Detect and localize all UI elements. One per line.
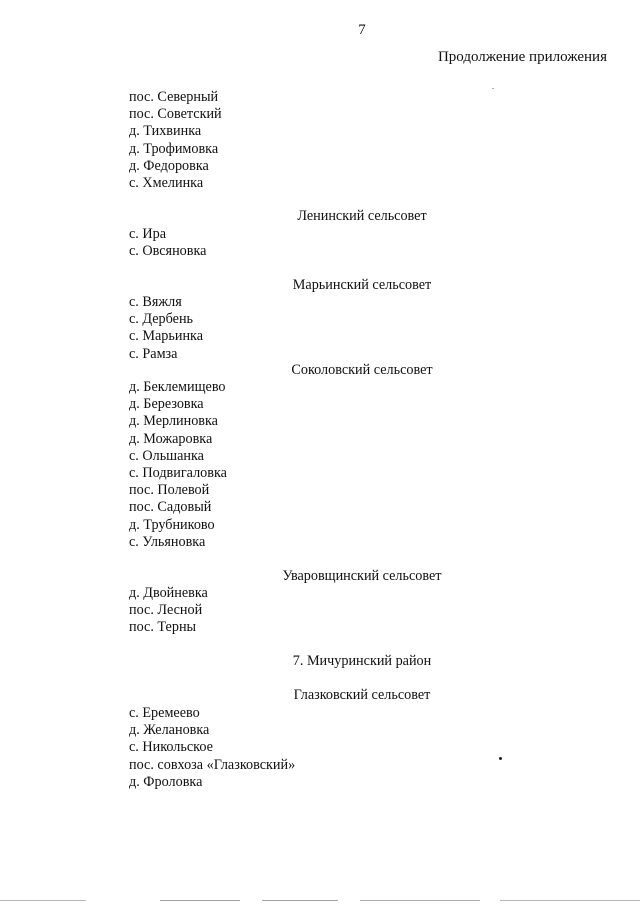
list-item: с. Никольское (129, 739, 213, 756)
list-item: д. Желановка (129, 722, 210, 739)
settlement-list-top (129, 89, 222, 192)
scan-edge-line (262, 900, 338, 901)
list-item: с. Овсяновка (129, 243, 207, 260)
section-heading-maryinsky: Марьинский сельсовет (292, 277, 432, 293)
list-item: д. Тихвинка (129, 123, 202, 140)
section-heading-sokolovsky: Соколовский сельсовет (291, 362, 433, 378)
list-item: д. Беклемищево (129, 379, 226, 395)
list-item: д. Двойневка (129, 585, 208, 601)
settlement-list-uvarovshchinsky (129, 585, 208, 637)
scan-edge-line (360, 900, 480, 901)
list-item: пос. Северный (129, 89, 219, 105)
list-item: с. Подвигаловка (129, 465, 227, 482)
section-heading-glazkovsky: Глазковский сельсовет (293, 687, 431, 703)
list-item: с. Еремеево (129, 705, 200, 721)
settlement-list-sokolovsky (129, 379, 227, 551)
settlement-list-maryinsky (129, 294, 203, 363)
scan-edge-line (500, 900, 640, 901)
list-item: с. Вяжля (129, 294, 182, 310)
list-item: д. Фроловка (129, 773, 203, 790)
section-heading-leninsky: Ленинский сельсовет (297, 208, 427, 224)
scan-edge-line (160, 900, 240, 901)
list-item: с. Ира (129, 226, 167, 242)
list-item: д. Мерлиновка (129, 413, 218, 430)
list-item: с. Дербень (129, 311, 194, 328)
list-item: д. Можаровка (129, 430, 213, 447)
scan-edge-line (0, 900, 86, 901)
list-item: пос. Терны (129, 619, 197, 636)
list-item: пос. Садовый (129, 499, 212, 516)
list-item: с. Марьинка (129, 328, 204, 345)
list-item: д. Федоровка (129, 157, 209, 174)
list-item: д. Трофимовка (129, 140, 219, 157)
continuation-label: Продолжение приложения (437, 49, 607, 65)
list-item: с. Ольшанка (129, 447, 204, 464)
list-item: с. Хмелинка (129, 175, 204, 192)
list-item: с. Ульяновка (129, 533, 206, 550)
district-heading: 7. Мичуринский район (292, 653, 432, 669)
list-item: пос. Полевой (129, 482, 210, 499)
list-item: пос. Лесной (129, 602, 203, 619)
settlement-list-glazkovsky (129, 705, 295, 791)
list-item: пос. совхоза «Глазковский» (129, 756, 296, 773)
section-heading-uvarovshchinsky: Уваровщинский сельсовет (282, 568, 442, 584)
scan-speck (492, 88, 494, 89)
list-item: с. Рамза (129, 345, 178, 362)
list-item: д. Березовка (129, 396, 204, 413)
list-item: пос. Советский (129, 106, 222, 123)
page-number: 7 (358, 22, 366, 38)
list-item: д. Трубниково (129, 516, 215, 533)
settlement-list-leninsky (129, 226, 206, 260)
scan-speck (499, 757, 502, 760)
